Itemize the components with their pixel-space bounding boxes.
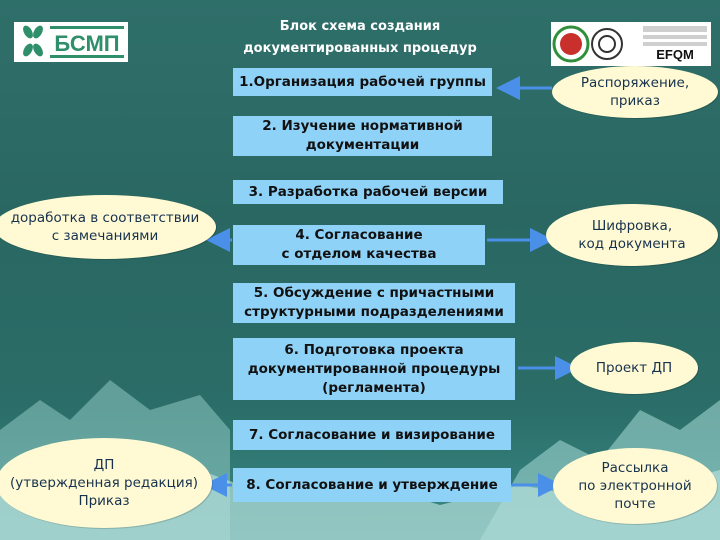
callout-draft: Проект ДП [570, 342, 698, 394]
callout-revision: доработка в соответствии с замечаниями [0, 195, 216, 259]
step-4: 4. Согласование с отделом качества [233, 225, 485, 265]
callout-approved: ДП (утвержденная редакция) Приказ [0, 438, 212, 528]
step-7: 7. Согласование и визирование [233, 420, 511, 450]
efqm-logo-text: EFQM [656, 47, 694, 62]
step-1: 1.Организация рабочей группы [233, 68, 492, 96]
slide-title: Блок схема создания документированных процедур [243, 19, 477, 56]
step-6: 6. Подготовка проекта документированной процедуры (регламента) [233, 338, 515, 400]
step-3: 3. Разработка рабочей версии [233, 180, 503, 204]
bsmp-logo-text: БСМП [54, 31, 120, 56]
step-8: 8. Согласование и утверждение [233, 468, 511, 502]
callout-mailing: Рассылка по электронной почте [553, 448, 717, 524]
step-2: 2. Изучение нормативной документации [233, 116, 492, 156]
step-5: 5. Обсуждение с причастными структурными подразделениями [233, 283, 515, 323]
callout-coding: Шифровка, код документа [546, 204, 718, 266]
callout-order: Распоряжение, приказ [552, 66, 718, 118]
